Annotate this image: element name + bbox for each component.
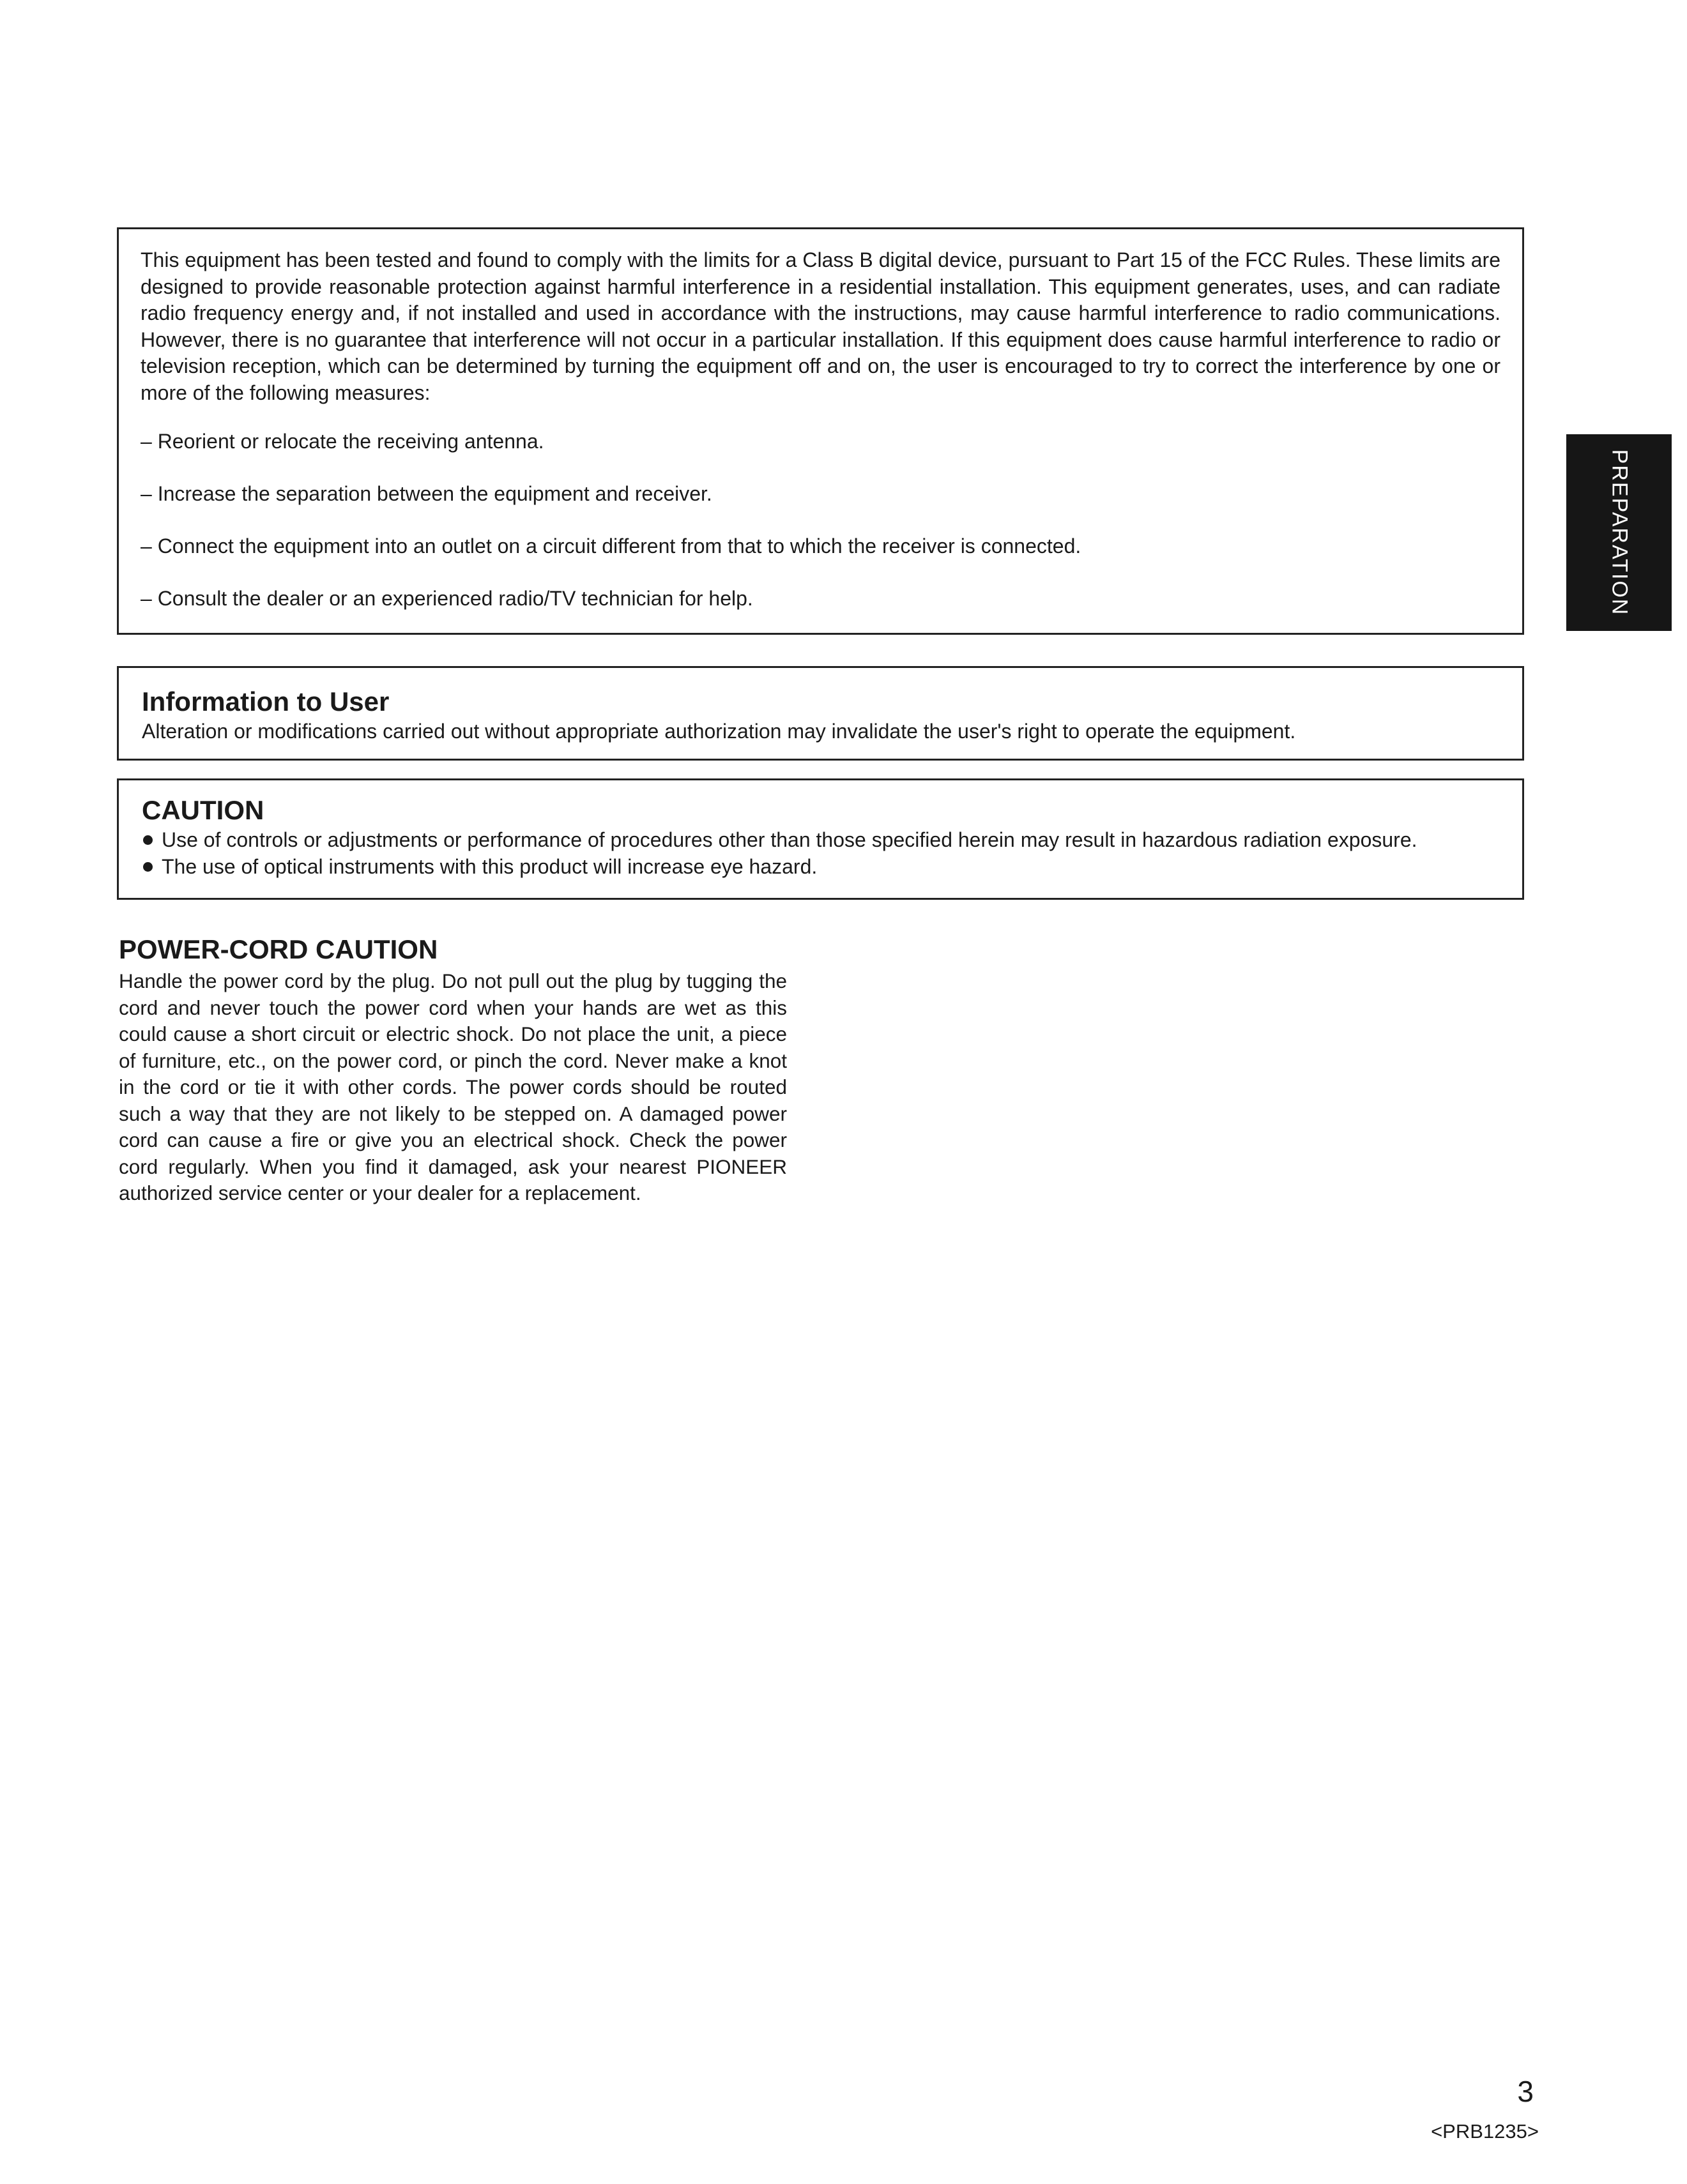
caution-box (117, 778, 1524, 900)
section-tab-preparation (1566, 434, 1672, 631)
fcc-measure-item: – Increase the separation between the equipment and receiver. (141, 482, 712, 505)
power-cord-caution-section (119, 934, 787, 1207)
fcc-measure-item: – Consult the dealer or an experienced radio/TV technician for help. (141, 587, 753, 610)
bullet-icon (143, 862, 153, 872)
info-to-user-box (117, 666, 1524, 761)
fcc-measure-item: – Reorient or relocate the receiving antenna. (141, 430, 544, 453)
fcc-notice-paragraph: This equipment has been tested and found to comply with the limits for a Class B digital device, pursuant to Part 15 of the FCC Rules. These limits are designed to provide reasonable protection against harmful interference in a residential installation. This equipment generates, uses, and can radiate radio frequency energy and, if not installed and used in accordance with the instructions, may cause harmful interference to radio communications. However, there is no guarantee that interference will not occur in a particular installation. If this equipment does cause harmful interference to radio or television reception, which can be determined by turning the equipment off and on, the user is encouraged to try to correct the interference by one or more of the following measures: (141, 248, 1500, 404)
caution-bullet-item (142, 826, 1499, 853)
caution-heading: CAUTION (142, 795, 264, 825)
fcc-notice-box (117, 227, 1524, 635)
power-cord-caution-heading: POWER-CORD CAUTION (119, 934, 438, 964)
caution-bullet-item (142, 853, 1499, 880)
info-to-user-text: Alteration or modifications carried out without appropriate authorization may invalidate the user's right to operate the equipment. (142, 720, 1296, 743)
page-number: 3 (1517, 2075, 1534, 2108)
caution-bullet-text: The use of optical instruments with this product will increase eye hazard. (162, 855, 818, 878)
section-tab-label: PREPARATION (1607, 449, 1631, 616)
bullet-icon (143, 835, 153, 845)
document-code: <PRB1235> (1431, 2120, 1539, 2142)
caution-bullet-text: Use of controls or adjustments or performance of procedures other than those specified herein may result in hazardous radiation exposure. (162, 828, 1417, 851)
fcc-measure-item: – Connect the equipment into an outlet on a circuit different from that to which the receiver is connected. (141, 535, 1081, 557)
info-to-user-heading: Information to User (142, 686, 390, 717)
power-cord-caution-text: Handle the power cord by the plug. Do not pull out the plug by tugging the cord and never touch the power cord when your hands are wet as this could cause a short circuit or electric shock. Do not place the unit, a piece of furniture, etc., on the power cord, or pinch the cord. Never make a knot in the cord or tie it with other cords. The power cords should be routed such a way that they are not likely to be stepped on. A damaged power cord can cause a fire or give you an electrical shock. Check the power cord regularly. When you find it damaged, ask your nearest PIONEER authorized service center or your dealer for a replacement. (119, 969, 787, 1204)
